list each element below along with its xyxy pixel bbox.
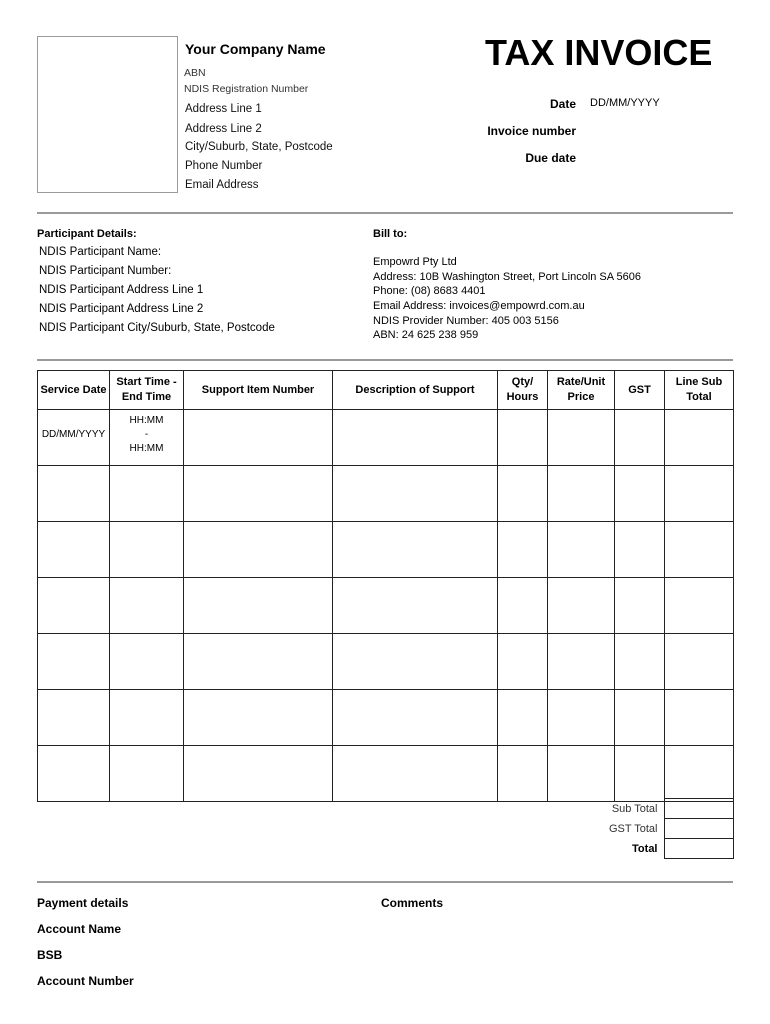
- table-cell[interactable]: [548, 522, 615, 578]
- table-cell[interactable]: [665, 746, 734, 802]
- divider: [37, 881, 733, 883]
- table-cell[interactable]: [615, 746, 665, 802]
- table-row: [38, 578, 734, 634]
- gst-total-row: [37, 819, 733, 839]
- participant-number[interactable]: NDIS Participant Number:: [39, 265, 172, 277]
- table-cell[interactable]: [548, 466, 615, 522]
- table-cell[interactable]: [665, 466, 734, 522]
- table-row: [38, 522, 734, 578]
- participant-heading: Participant Details:: [37, 228, 137, 240]
- table-cell[interactable]: [498, 522, 548, 578]
- table-header-row: [38, 371, 734, 410]
- table-cell[interactable]: [333, 634, 498, 690]
- col-support-item-number: Support Item Number: [184, 371, 333, 410]
- participant-address-line-2[interactable]: NDIS Participant Address Line 2: [39, 303, 204, 315]
- gst-total-value[interactable]: [664, 819, 733, 839]
- table-row: [38, 746, 734, 802]
- table-cell[interactable]: [615, 690, 665, 746]
- payment-details-heading: Payment details: [37, 896, 129, 910]
- col-gst: GST: [615, 371, 665, 410]
- cell-qty[interactable]: [498, 410, 548, 466]
- bill-to-abn: ABN: 24 625 238 959: [373, 329, 479, 341]
- table-cell[interactable]: [38, 634, 110, 690]
- cell-service-date[interactable]: DD/MM/YYYY: [38, 410, 110, 466]
- sub-total-value[interactable]: [664, 799, 733, 819]
- table-cell[interactable]: [548, 690, 615, 746]
- table-cell[interactable]: [665, 522, 734, 578]
- table-cell[interactable]: [665, 578, 734, 634]
- totals-table: [37, 798, 734, 859]
- table-cell[interactable]: [498, 578, 548, 634]
- company-ndis-registration: NDIS Registration Number: [184, 83, 309, 95]
- gst-total-label: GST Total: [608, 822, 658, 835]
- table-cell[interactable]: [615, 466, 665, 522]
- table-cell[interactable]: [110, 466, 184, 522]
- table-cell[interactable]: [615, 522, 665, 578]
- table-cell[interactable]: [333, 746, 498, 802]
- table-cell[interactable]: [184, 634, 333, 690]
- table-cell[interactable]: [184, 690, 333, 746]
- company-city: City/Suburb, State, Postcode: [185, 141, 333, 153]
- company-abn: ABN: [184, 67, 206, 79]
- table-cell[interactable]: [184, 578, 333, 634]
- table-cell[interactable]: [38, 746, 110, 802]
- table-cell[interactable]: [665, 634, 734, 690]
- due-date-label: Due date: [525, 151, 576, 165]
- table-cell[interactable]: [184, 746, 333, 802]
- divider: [37, 212, 733, 214]
- company-phone: Phone Number: [185, 160, 263, 172]
- company-address-line-1: Address Line 1: [185, 103, 262, 115]
- bill-to-provider-number: NDIS Provider Number: 405 003 5156: [373, 315, 559, 327]
- cell-gst[interactable]: [615, 410, 665, 466]
- sub-total-label: Sub Total: [611, 802, 658, 815]
- col-description: Description of Support: [333, 371, 498, 410]
- divider: [37, 359, 733, 361]
- date-label: Date: [549, 97, 576, 111]
- table-cell[interactable]: [665, 690, 734, 746]
- table-cell[interactable]: [548, 578, 615, 634]
- total-value[interactable]: [664, 839, 733, 859]
- col-rate-unit-price: Rate/Unit Price: [548, 371, 615, 410]
- table-row: [38, 634, 734, 690]
- table-cell[interactable]: [498, 746, 548, 802]
- sub-total-row: [37, 799, 733, 819]
- comments-heading: Comments: [381, 896, 444, 910]
- table-cell[interactable]: [38, 578, 110, 634]
- table-cell[interactable]: [548, 746, 615, 802]
- line-items-table: [37, 370, 734, 802]
- bill-to-email: Email Address: invoices@empowrd.com.au: [373, 300, 585, 312]
- table-row: [38, 690, 734, 746]
- company-logo-placeholder[interactable]: [37, 36, 178, 193]
- account-name-label: Account Name: [37, 922, 122, 936]
- table-cell[interactable]: [38, 466, 110, 522]
- date-value[interactable]: DD/MM/YYYY: [590, 97, 660, 109]
- total-label: Total: [632, 842, 658, 855]
- table-cell[interactable]: [548, 634, 615, 690]
- table-row: [38, 410, 734, 466]
- col-start-end-time: Start Time - End Time: [110, 371, 184, 410]
- table-cell[interactable]: [498, 466, 548, 522]
- company-name: Your Company Name: [185, 41, 326, 57]
- col-qty-hours: Qty/ Hours: [498, 371, 548, 410]
- cell-description[interactable]: [333, 410, 498, 466]
- bill-to-heading: Bill to:: [373, 228, 408, 240]
- bill-to-address: Address: 10B Washington Street, Port Lincoln SA 5606: [373, 271, 642, 283]
- table-cell[interactable]: [498, 634, 548, 690]
- company-address-line-2: Address Line 2: [185, 123, 262, 135]
- table-cell[interactable]: [184, 522, 333, 578]
- table-cell[interactable]: [333, 466, 498, 522]
- table-cell[interactable]: [38, 690, 110, 746]
- table-cell[interactable]: [615, 634, 665, 690]
- cell-line-sub-total[interactable]: [665, 410, 734, 466]
- company-email: Email Address: [185, 179, 259, 191]
- table-cell[interactable]: [110, 578, 184, 634]
- table-cell[interactable]: [333, 522, 498, 578]
- table-cell[interactable]: [110, 634, 184, 690]
- participant-city[interactable]: NDIS Participant City/Suburb, State, Postcode: [39, 322, 275, 334]
- col-service-date: Service Date: [38, 371, 110, 410]
- table-cell[interactable]: [498, 690, 548, 746]
- table-cell[interactable]: [615, 578, 665, 634]
- account-number-label: Account Number: [37, 974, 134, 988]
- invoice-number-label: Invoice number: [487, 124, 576, 138]
- table-cell[interactable]: [110, 690, 184, 746]
- participant-address-line-1[interactable]: NDIS Participant Address Line 1: [39, 284, 204, 296]
- cell-start-end-time[interactable]: HH:MM - HH:MM: [110, 410, 184, 466]
- table-row: [38, 466, 734, 522]
- table-cell[interactable]: [38, 522, 110, 578]
- col-line-sub-total: Line Sub Total: [665, 371, 734, 410]
- bill-to-company: Empowrd Pty Ltd: [373, 256, 457, 268]
- cell-support-item[interactable]: [184, 410, 333, 466]
- participant-name[interactable]: NDIS Participant Name:: [39, 246, 162, 258]
- table-cell[interactable]: [333, 690, 498, 746]
- bill-to-phone: Phone: (08) 8683 4401: [373, 285, 486, 297]
- table-cell[interactable]: [333, 578, 498, 634]
- bsb-label: BSB: [37, 948, 63, 962]
- table-cell[interactable]: [110, 746, 184, 802]
- cell-rate[interactable]: [548, 410, 615, 466]
- table-cell[interactable]: [110, 522, 184, 578]
- invoice-title: TAX INVOICE: [485, 32, 713, 73]
- table-cell[interactable]: [184, 466, 333, 522]
- total-row: [37, 839, 733, 859]
